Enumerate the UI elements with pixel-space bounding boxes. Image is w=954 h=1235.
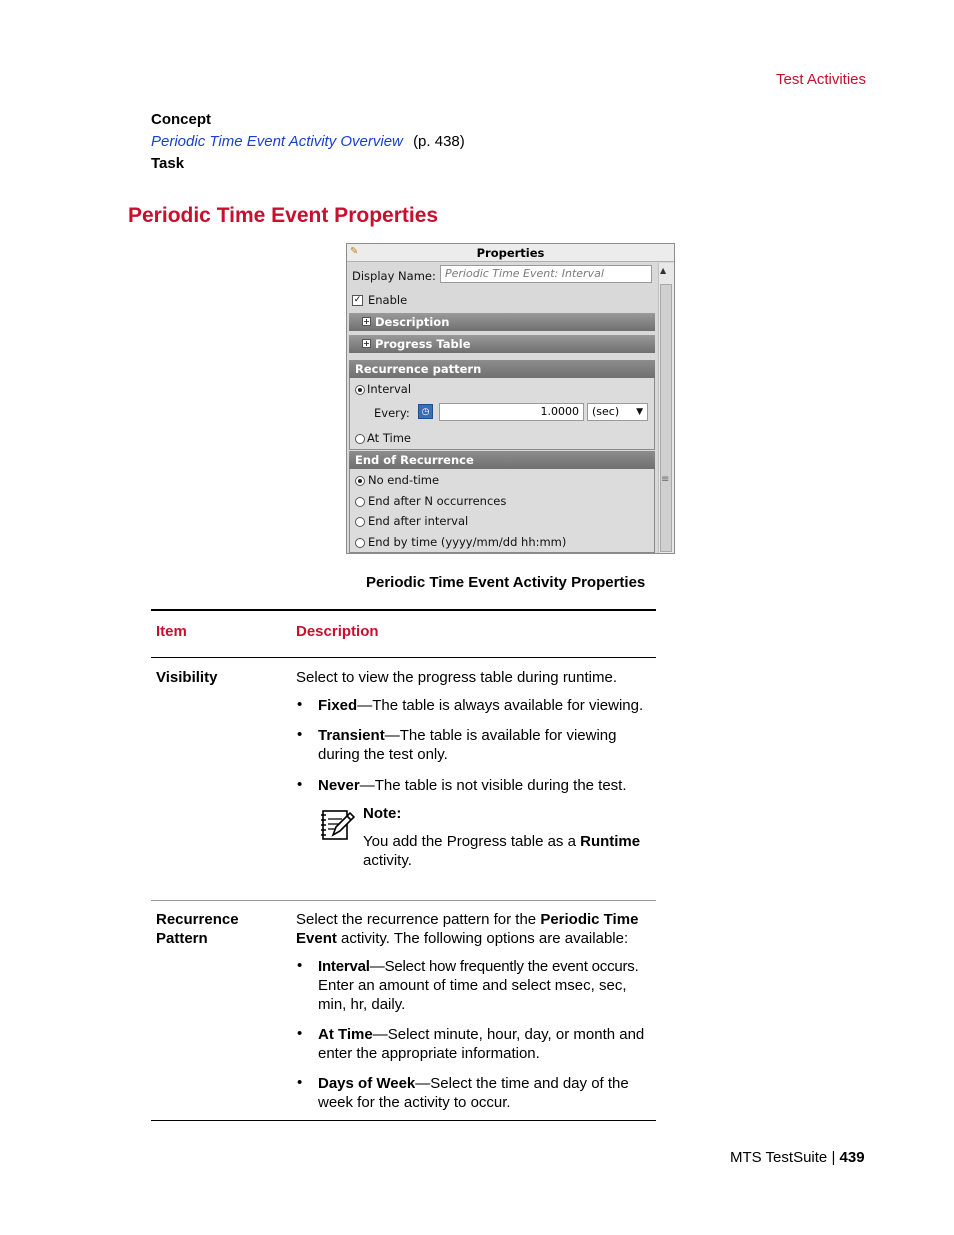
row-visibility-intro: Select to view the progress table during runtime. xyxy=(296,669,617,686)
scroll-grip-icon: ≡ xyxy=(661,474,670,485)
end-after-interval-label: End after interval xyxy=(368,514,469,528)
note-pencil-icon xyxy=(319,807,355,843)
list-item-continuation: during the test only. xyxy=(318,746,448,763)
display-name-input[interactable]: Periodic Time Event: Interval xyxy=(440,265,652,283)
scroll-up-arrow-icon[interactable]: ▲ xyxy=(660,266,667,275)
expand-plus-icon[interactable]: + xyxy=(363,339,370,348)
progress-table-bar[interactable] xyxy=(349,335,655,353)
properties-panel xyxy=(346,243,675,554)
list-item xyxy=(318,1074,629,1093)
intro-bold2: Event xyxy=(296,930,337,947)
bullet-term: Fixed xyxy=(318,697,358,714)
bullet-term: At Time xyxy=(318,1026,373,1043)
note-text-bold: Runtime xyxy=(580,833,641,850)
list-item xyxy=(318,1025,644,1044)
end-by-time-label: End by time (yyyy/mm/dd hh:mm) xyxy=(368,535,567,549)
scrollbar-thumb[interactable] xyxy=(660,284,672,552)
bullet-term: Interval xyxy=(318,958,370,975)
list-item xyxy=(318,726,616,745)
bullet-term: Never xyxy=(318,777,360,794)
bullet-icon: • xyxy=(297,726,303,743)
concept-overview-link[interactable]: Periodic Time Event Activity Overview xyxy=(151,133,403,150)
figure-caption: Periodic Time Event Activity Properties xyxy=(366,574,646,591)
bullet-icon: • xyxy=(297,696,303,713)
row-recurrence-item: Recurrence xyxy=(156,911,239,928)
bullet-term: Days of Week xyxy=(318,1075,416,1092)
intro-bold1: Periodic Time xyxy=(540,911,639,928)
row-visibility-item: Visibility xyxy=(156,669,218,686)
footer-product: MTS TestSuite xyxy=(730,1149,828,1166)
task-label: Task xyxy=(151,155,185,172)
bullet-text: —Select minute, hour, day, or month and xyxy=(372,1026,645,1043)
at-time-radio[interactable] xyxy=(355,434,365,444)
time-unit-icon[interactable]: ◷ xyxy=(418,404,433,419)
table-header-rule xyxy=(151,657,656,658)
table-row-rule xyxy=(151,900,656,901)
note-text-continuation: activity. xyxy=(363,852,412,869)
panel-titlebar xyxy=(347,244,674,262)
footer-page-number: 439 xyxy=(839,1149,865,1166)
row-recurrence-intro-line2 xyxy=(296,929,628,948)
recurrence-pattern-header: Recurrence pattern xyxy=(349,360,655,378)
note-text-pre: You add the Progress table as a xyxy=(363,833,581,850)
list-item-continuation: week for the activity to occur. xyxy=(318,1094,511,1111)
end-by-time-radio[interactable] xyxy=(355,538,365,548)
enable-label: Enable xyxy=(368,293,408,307)
description-bar-label: Description xyxy=(375,315,450,329)
end-after-interval-radio[interactable] xyxy=(355,517,365,527)
list-item-continuation: enter the appropriate information. xyxy=(318,1045,540,1062)
every-label: Every: xyxy=(374,406,410,420)
end-after-n-label: End after N occurrences xyxy=(368,494,507,508)
list-item xyxy=(318,696,643,715)
table-header-item: Item xyxy=(156,623,187,640)
footer-separator: | xyxy=(831,1149,836,1166)
header-section-link[interactable]: Test Activities xyxy=(776,71,867,88)
panel-title: Properties xyxy=(476,246,545,260)
interval-label: Interval xyxy=(367,382,412,396)
end-of-recurrence-header: End of Recurrence xyxy=(349,451,655,469)
page-footer xyxy=(730,1149,865,1166)
enable-checkbox[interactable]: ✓ xyxy=(353,295,362,305)
bullet-icon: • xyxy=(297,776,303,793)
note-text xyxy=(363,832,640,851)
expand-plus-icon[interactable]: + xyxy=(363,317,370,326)
table-top-rule xyxy=(151,609,656,611)
properties-icon: ✎ xyxy=(350,246,359,257)
concept-label: Concept xyxy=(151,111,211,128)
every-value-input[interactable]: 1.0000 xyxy=(439,403,584,421)
progress-table-bar-label: Progress Table xyxy=(375,337,471,351)
bullet-text: —Select the time and day of the xyxy=(415,1075,629,1092)
intro-pre: Select the recurrence pattern for the xyxy=(296,911,541,928)
end-after-n-radio[interactable] xyxy=(355,497,365,507)
table-bottom-rule xyxy=(151,1120,656,1121)
bullet-text: —The table is not visible during the test. xyxy=(359,777,627,794)
at-time-label: At Time xyxy=(367,431,411,445)
no-end-time-radio[interactable] xyxy=(355,476,365,486)
page-reference: (p. 438) xyxy=(413,133,465,150)
no-end-time-label: No end-time xyxy=(368,473,440,487)
list-item xyxy=(318,776,627,795)
row-recurrence-intro xyxy=(296,910,638,929)
display-name-label: Display Name: xyxy=(352,269,436,283)
intro-post: activity. The following options are available: xyxy=(336,930,629,947)
bullet-text: —The table is always available for viewing. xyxy=(357,697,644,714)
concept-link-row xyxy=(151,133,465,150)
note-label: Note: xyxy=(363,805,402,822)
bullet-icon: • xyxy=(297,1074,303,1091)
list-item-continuation: min, hr, daily. xyxy=(318,996,406,1013)
list-item-continuation: Enter an amount of time and select msec, sec, xyxy=(318,977,627,994)
list-item xyxy=(318,957,639,976)
bullet-term: Transient xyxy=(318,727,385,744)
section-title: Periodic Time Event Properties xyxy=(128,204,439,227)
bullet-icon: • xyxy=(297,957,303,974)
bullet-icon: • xyxy=(297,1025,303,1042)
every-unit-value: (sec) xyxy=(592,405,620,418)
row-recurrence-item-line2: Pattern xyxy=(156,930,208,947)
description-bar[interactable] xyxy=(349,313,655,331)
bullet-text: —The table is available for viewing xyxy=(384,727,617,744)
chevron-down-icon[interactable]: ▼ xyxy=(636,407,643,417)
every-unit-select[interactable] xyxy=(587,403,648,421)
bullet-text: —Select how frequently the event occurs. xyxy=(369,958,639,975)
table-header-description: Description xyxy=(296,623,379,640)
interval-radio[interactable] xyxy=(355,385,365,395)
